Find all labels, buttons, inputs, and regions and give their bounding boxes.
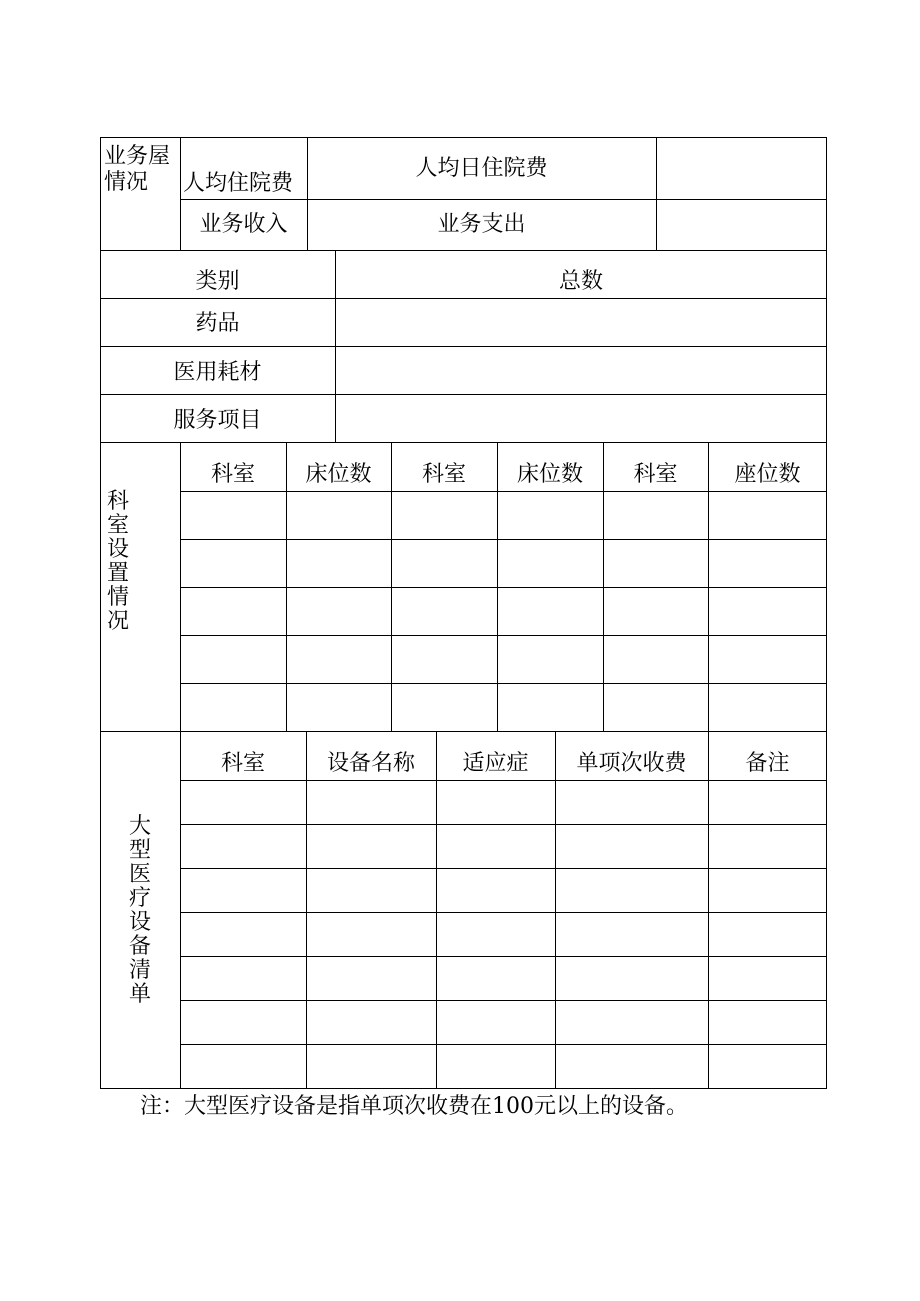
table-divider <box>708 731 709 1089</box>
table-divider <box>180 1044 827 1045</box>
footnote: 注：大型医疗设备是指单项次收费在100元以上的设备。 <box>140 1094 688 1119</box>
dept-header-5: 科室 <box>633 462 678 487</box>
table-divider <box>180 824 827 825</box>
table-divider <box>180 635 827 636</box>
table-divider <box>656 137 657 250</box>
table-divider <box>180 868 827 869</box>
category-row-drugs: 药品 <box>195 311 240 336</box>
equip-header-indication: 适应症 <box>462 751 529 776</box>
business-income-label: 业务收入 <box>199 212 288 237</box>
table-divider <box>180 491 827 492</box>
table-divider <box>180 539 827 540</box>
business-section-label-line2: 情况 <box>104 170 149 195</box>
table-divider <box>100 250 827 251</box>
business-section-label <box>104 144 170 196</box>
equipment-section-label: 大型医疗设备清单 <box>128 814 151 1007</box>
avg-daily-inpatient-fee-label: 人均日住院费 <box>415 156 548 181</box>
table-divider <box>180 199 827 200</box>
table-divider <box>436 731 437 1089</box>
business-section-label-line1: 业务屋 <box>104 144 171 169</box>
equip-header-fee: 单项次收费 <box>576 751 687 776</box>
table-divider <box>180 1000 827 1001</box>
table-divider <box>180 912 827 913</box>
table-divider <box>306 731 307 1089</box>
table-divider <box>100 442 827 443</box>
business-expense-label: 业务支出 <box>437 212 526 237</box>
equip-header-dept: 科室 <box>220 751 265 776</box>
dept-header-4: 床位数 <box>516 462 583 487</box>
table-divider <box>100 298 827 299</box>
dept-header-6: 座位数 <box>734 462 801 487</box>
table-divider <box>100 394 827 395</box>
total-header: 总数 <box>558 269 603 294</box>
category-header: 类别 <box>195 269 240 294</box>
table-divider <box>100 731 827 732</box>
table-divider <box>100 346 827 347</box>
table-divider <box>180 780 827 781</box>
category-row-consumables: 医用耗材 <box>173 360 262 385</box>
equip-header-name: 设备名称 <box>326 751 415 776</box>
dept-setup-section-label: 科室设置情况 <box>106 489 129 634</box>
table-divider <box>180 587 827 588</box>
table-divider <box>555 731 556 1089</box>
dept-header-1: 科室 <box>210 462 255 487</box>
category-row-services: 服务项目 <box>173 408 262 433</box>
table-divider <box>180 683 827 684</box>
dept-header-2: 床位数 <box>305 462 372 487</box>
avg-inpatient-fee-label: 人均住院费 <box>183 171 294 196</box>
dept-header-3: 科室 <box>421 462 466 487</box>
equip-header-remarks: 备注 <box>745 751 790 776</box>
table-divider <box>180 956 827 957</box>
